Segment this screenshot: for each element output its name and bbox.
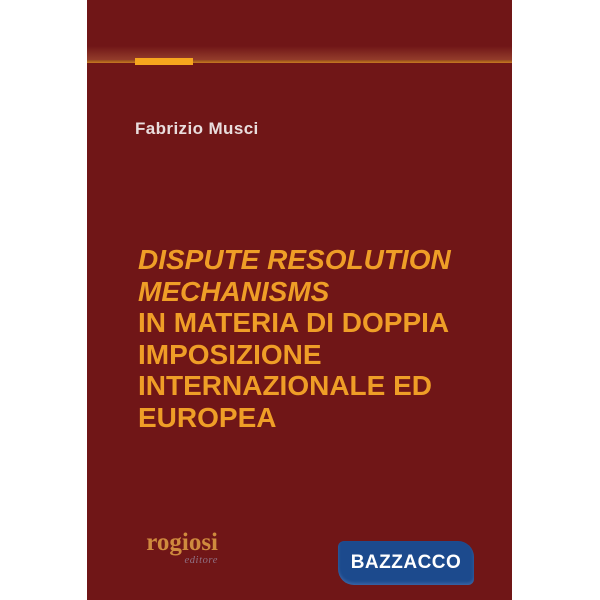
bazzacco-badge [338,541,474,585]
title-line-2: MECHANISMS [138,275,330,307]
title-line-4: IMPOSIZIONE [138,338,322,370]
book-title [138,244,498,434]
title-line-3: IN MATERIA DI DOPPIA [138,307,450,339]
author-name: Fabrizio Musci [135,119,259,138]
title-line-6: EUROPEA [138,401,277,433]
title-line-1: DISPUTE RESOLUTION [138,244,451,275]
book-cover [87,0,512,600]
badge-label: BAZZACCO [350,552,462,573]
publisher-subtitle: editore [184,555,218,566]
title-line-5: INTERNAZIONALE ED [138,370,432,402]
accent-dash [135,58,193,65]
publisher-name: rogiosi [146,529,218,556]
publisher-logo [142,530,218,567]
